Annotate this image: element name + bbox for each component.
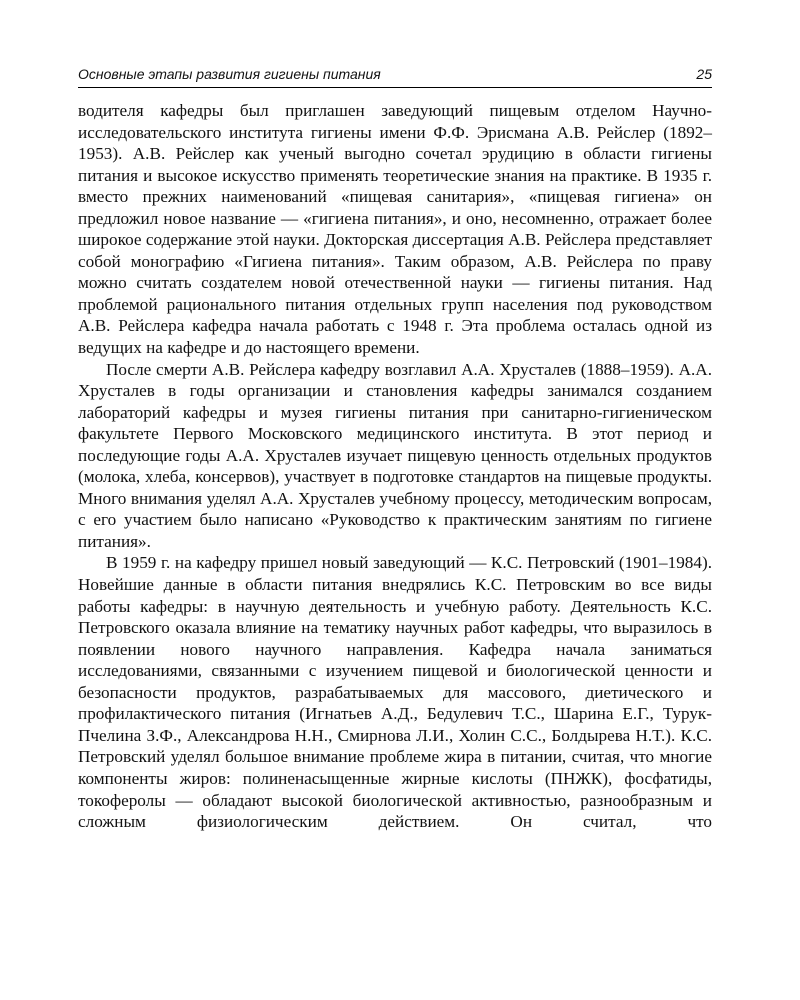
paragraph-2: После смерти А.В. Рейслера кафедру возглавил А.А. Хрусталев (1888–1959). А.А. Хрусталев в годы организации и становления кафедры занимался созданием лабораторий кафедры и музея гигиены питания при санитарно-гигиеническом факультете Первого Московского медицинского института. В этот период и последующие годы А.А. Хрусталев изучает пищевую ценность отдельных продуктов (молока, хлеба, консервов), участвует в подготовке стандартов на пищевые продукты. Много внимания уделял А.А. Хрусталев учебному процессу, методическим вопросам, с его участием было написано «Руководство к практическим занятиям по гигиене питания». xyxy=(78,359,712,551)
chapter-title: Основные этапы развития гигиены питания xyxy=(78,66,381,82)
paragraph-3: В 1959 г. на кафедру пришел новый заведующий — К.С. Петровский (1901–1984). Новейшие данные в области питания внедрялись К.С. Петровским во все виды работы кафедры: в научную деятельность и учебную работу. Деятельность К.С. Петровского оказала влияние на тематику научных работ кафедры, что выразилось в появлении нового научного направления. Кафедра начала заниматься исследованиями, связанными с изучением пищевой и биологической ценности и безопасности продуктов, разрабатываемых для массового, диетического и профилактического питания (Игнатьев А.Д., Бедулевич Т.С., Шарина Е.Г., Турук-Пчелина З.Ф., Александрова Н.Н., Смирнова Л.И., Холин С.С., Болдырева Н.Т.). К.С. Петровский уделял большое внимание проблеме жира в питании, считая, что многие компоненты жиров: полиненасыщенные жирные кислоты (ПНЖК), фосфатиды, токоферолы — обладают высокой биологической активностью, разнообразным и сложным физиологическим действием. Он считал, что xyxy=(78,553,712,832)
book-page xyxy=(78,60,712,833)
paragraph-1: водителя кафедры был приглашен заведующий пищевым отделом Научно-исследовательского института гигиены имени Ф.Ф. Эрисмана А.В. Рейслер (1892–1953). А.В. Рейслер как ученый выгодно сочетал эрудицию в области гигиены питания и высокое искусство применять теоретические знания на практике. В 1935 г. вместо прежних наименований «пищевая санитария», «пищевая гигиена» он предложил новое название — «гигиена питания», и оно, несомненно, отражает более широкое содержание этой науки. Докторская диссертация А.В. Рейслера представляет собой монографию «Гигиена питания». Таким образом, А.В. Рейслера по праву можно считать создателем новой отечественной науки — гигиены питания. Над проблемой рационального питания отдельных групп населения под руководством А.В. Рейслера кафедра начала работать с 1948 г. Эта проблема осталась одной из ведущих на кафедре и до настоящего времени. xyxy=(78,101,712,358)
body-text xyxy=(78,100,712,833)
page-number: 25 xyxy=(696,66,712,82)
running-header xyxy=(78,60,712,88)
